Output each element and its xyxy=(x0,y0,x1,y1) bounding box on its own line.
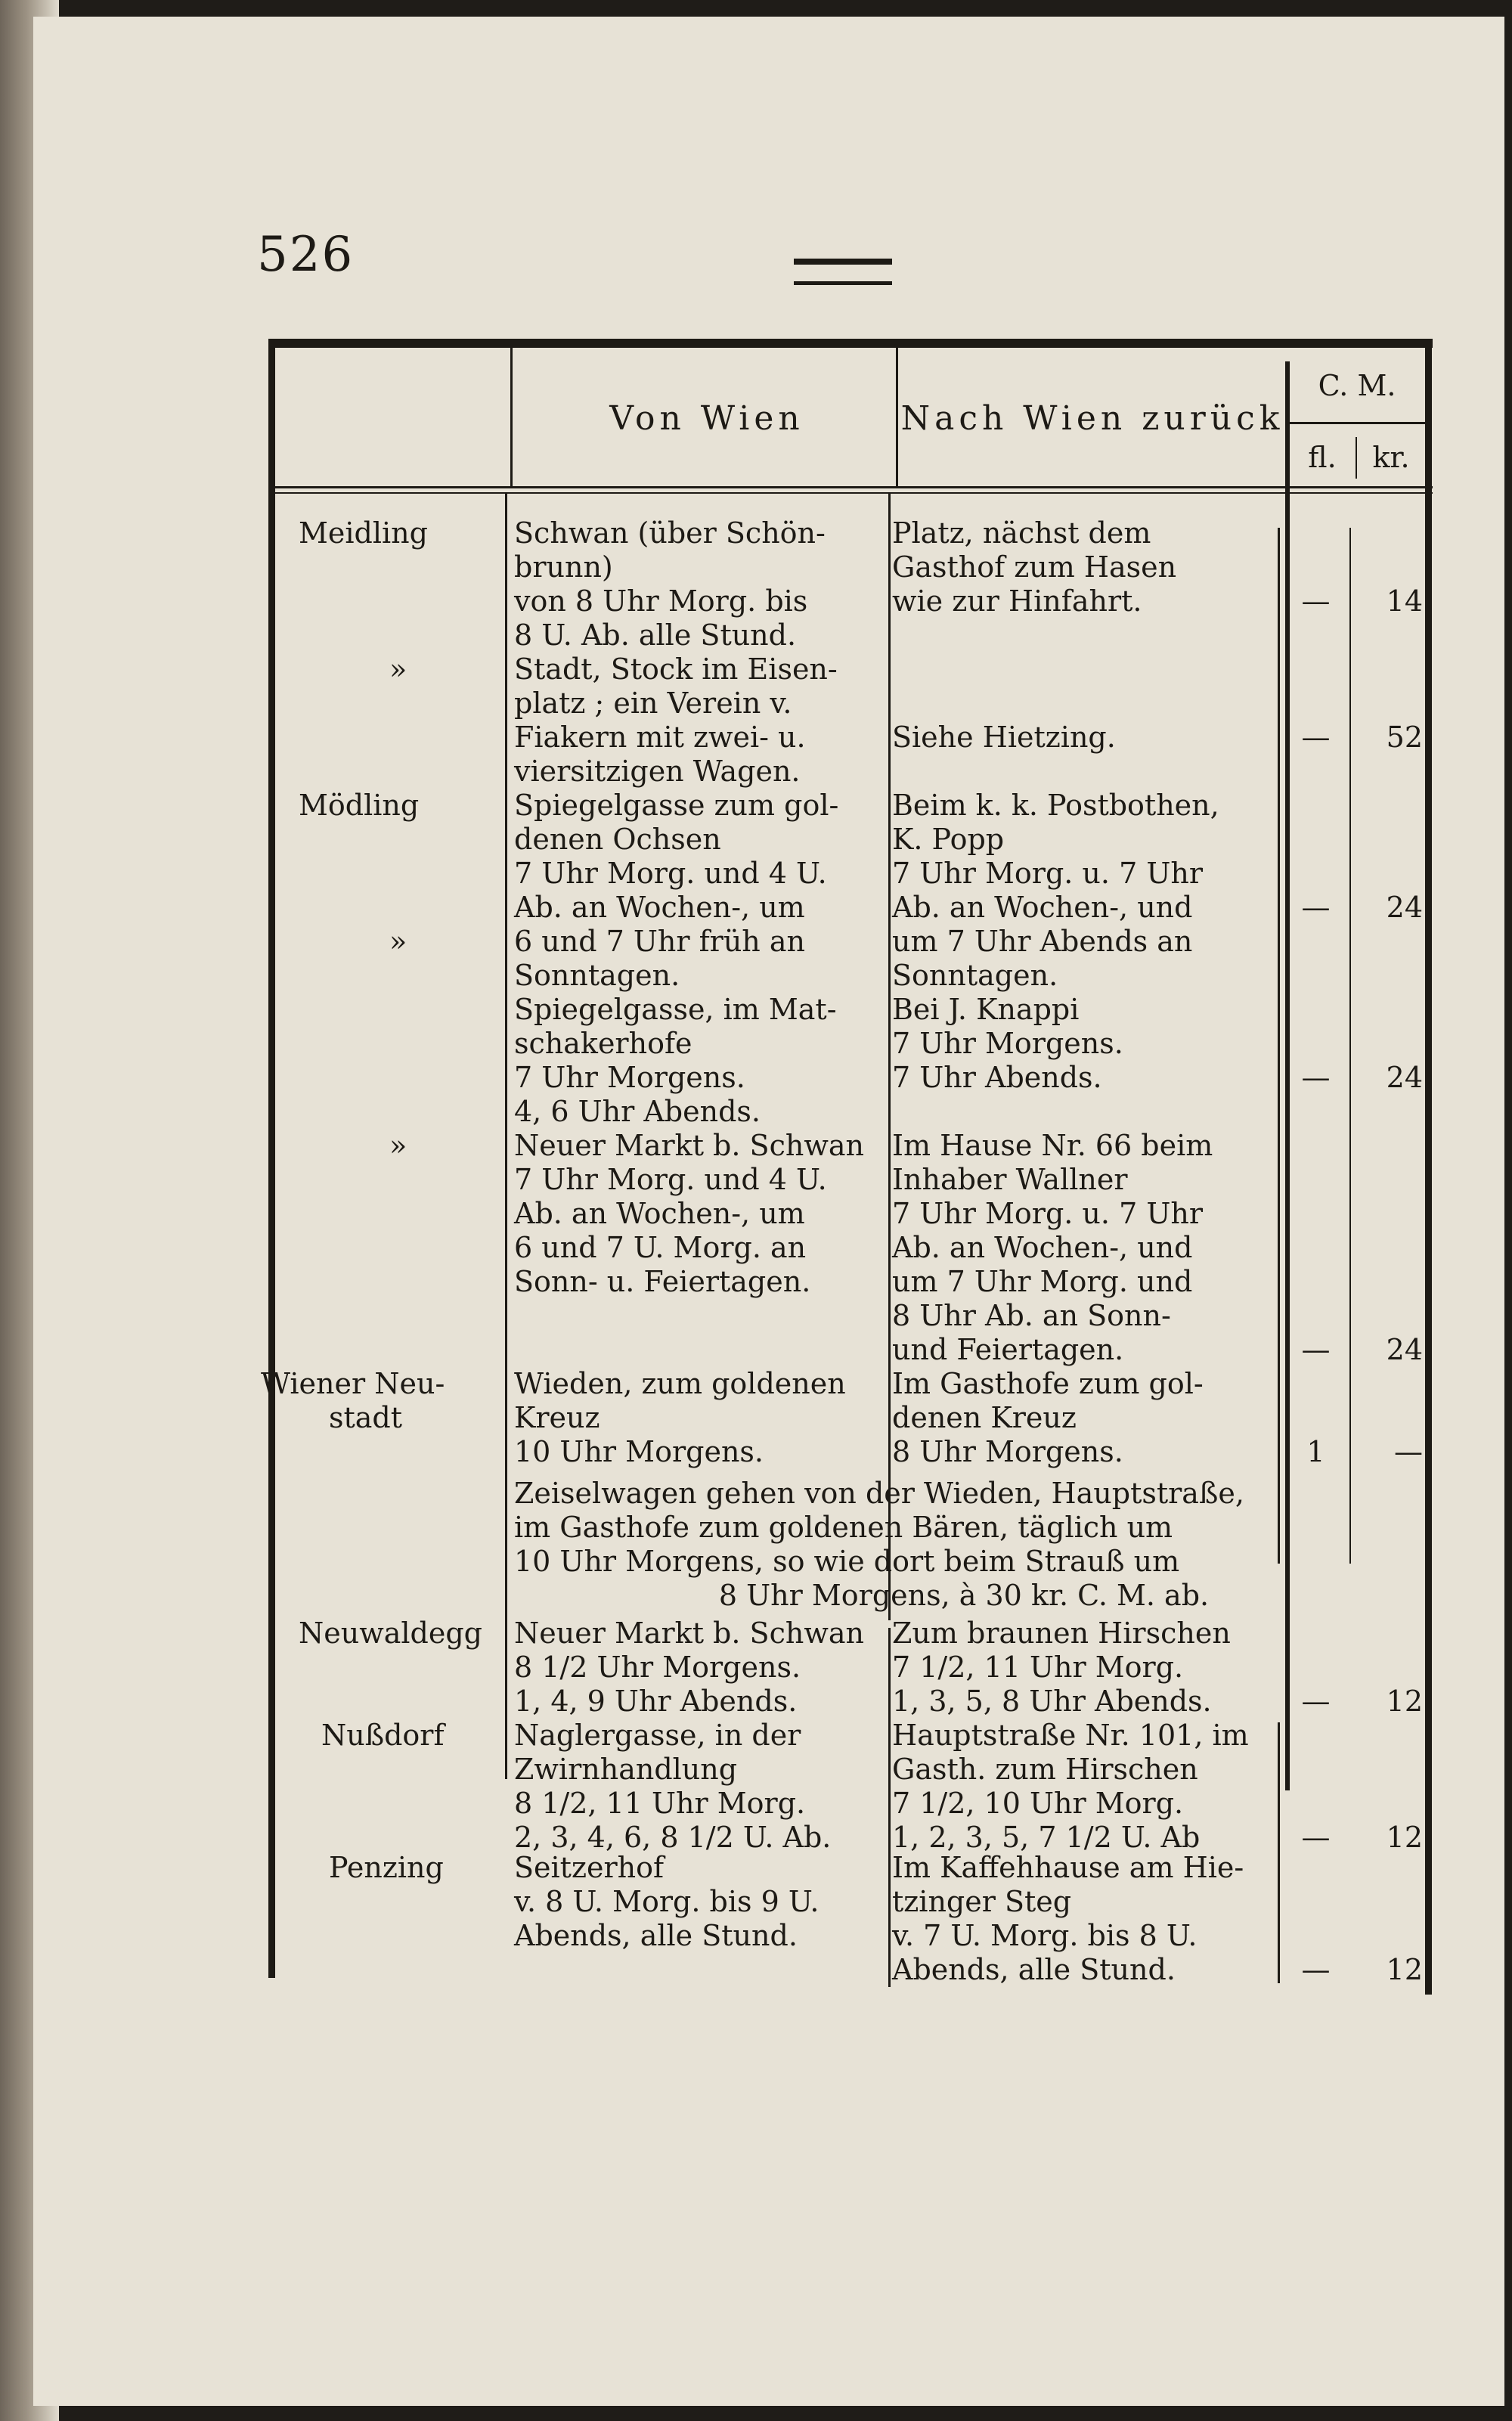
departure-info: Schwan (über Schön- brunn) von 8 Uhr Morg. bis 8 U. Ab. alle Stund. xyxy=(514,516,826,652)
price-kr: 52 xyxy=(1386,721,1423,754)
price-kr: 24 xyxy=(1386,891,1423,924)
price-kr: 12 xyxy=(1386,1953,1423,1986)
price-fl: — xyxy=(1301,1061,1331,1094)
header-ornament xyxy=(794,259,892,285)
departure-info: Spiegelgasse, im Mat- schakerhofe 7 Uhr Morgens. 4, 6 Uhr Abends. xyxy=(514,993,837,1128)
price-kr: — xyxy=(1394,1435,1423,1468)
return-info: Zum braunen Hirschen 7 1/2, 11 Uhr Morg. 1, 3, 5, 8 Uhr Abends. xyxy=(892,1617,1231,1718)
price-kr: 12 xyxy=(1386,1685,1423,1718)
header-to: Nach Wien zurück xyxy=(900,399,1284,438)
price-fl: — xyxy=(1301,1333,1331,1366)
place-name: Penzing xyxy=(329,1851,444,1884)
price-kr: 24 xyxy=(1386,1333,1423,1366)
header-rule-2 xyxy=(268,492,1433,494)
departure-info: Stadt, Stock im Eisen- platz ; ein Verein v. Fiakern mit zwei- u. viersitzigen Wagen. xyxy=(514,653,838,788)
return-info: Platz, nächst dem Gasthof zum Hasen wie zur Hinfahrt. xyxy=(892,516,1177,618)
price-fl: 1 xyxy=(1306,1435,1325,1468)
place-name: » xyxy=(389,1129,407,1162)
price-sub-rule xyxy=(1285,422,1425,424)
table-left-border xyxy=(268,339,275,1978)
price-fl: — xyxy=(1301,891,1331,924)
price-kr: 24 xyxy=(1386,1061,1423,1094)
header-from: Von Wien xyxy=(609,399,804,438)
header-price: C. M. xyxy=(1318,369,1396,402)
note-text: Zeiselwagen gehen von der Wieden, Hauptstraße, im Gasthofe zum goldenen Bären, täglich um 10 Uhr Morgens, so wie dort beim Strauß um 8 Uhr Morgens, à 30 kr. C. M. ab. xyxy=(514,1477,1244,1612)
departure-info: Naglergasse, in der Zwirnhandlung 8 1/2, 11 Uhr Morg. 2, 3, 4, 6, 8 1/2 U. Ab. xyxy=(514,1719,832,1854)
return-info: Im Kaffehhause am Hie- tzinger Steg v. 7 U. Morg. bis 8 U. Abends, alle Stund. xyxy=(892,1851,1244,1986)
price-fl: — xyxy=(1301,1821,1331,1854)
return-info: Beim k. k. Postbothen, K. Popp 7 Uhr Morg. u. 7 Uhr Ab. an Wochen-, und um 7 Uhr Abends an Sonntagen. xyxy=(892,789,1219,992)
place-name: » xyxy=(389,653,407,686)
departure-info: Seitzerhof v. 8 U. Morg. bis 9 U. Abends, alle Stund. xyxy=(514,1851,820,1952)
timetable xyxy=(261,339,1433,1987)
price-kr: 12 xyxy=(1386,1821,1423,1854)
place-name: Mödling xyxy=(299,789,420,822)
return-info: Im Hause Nr. 66 beim Inhaber Wallner 7 Uhr Morg. u. 7 Uhr Ab. an Wochen-, und um 7 Uhr Morg. und 8 Uhr Ab. an Sonn- und Feiertagen. xyxy=(892,1129,1213,1366)
price-fl: — xyxy=(1301,1685,1331,1718)
place-name: Neuwaldegg xyxy=(299,1617,483,1650)
place-name: Nußdorf xyxy=(321,1719,445,1752)
departure-info: Spiegelgasse zum gol- denen Ochsen 7 Uhr Morg. und 4 U. Ab. an Wochen-, um 6 und 7 Uhr früh an Sonntagen. xyxy=(514,789,839,992)
departure-info: Neuer Markt b. Schwan 8 1/2 Uhr Morgens. 1, 4, 9 Uhr Abends. xyxy=(514,1617,864,1718)
place-name: Wiener Neu- stadt xyxy=(261,1367,445,1434)
header-kr: kr. xyxy=(1372,441,1410,474)
departure-info: Wieden, zum goldenen Kreuz 10 Uhr Morgens. xyxy=(514,1367,846,1468)
return-info: Siehe Hietzing. xyxy=(892,721,1116,754)
price-kr: 14 xyxy=(1386,584,1423,618)
header-col-rule xyxy=(510,348,513,486)
return-info: Hauptstraße Nr. 101, im Gasth. zum Hirschen 7 1/2, 10 Uhr Morg. 1, 2, 3, 5, 7 1/2 U. Ab xyxy=(892,1719,1249,1854)
header-col-rule xyxy=(896,348,898,486)
price-fl: — xyxy=(1301,721,1331,754)
return-info: Bei J. Knappi 7 Uhr Morgens. 7 Uhr Abends. xyxy=(892,993,1123,1094)
return-info: Im Gasthofe zum gol- denen Kreuz 8 Uhr Morgens. xyxy=(892,1367,1204,1468)
price-fl: — xyxy=(1301,1953,1331,1986)
page-number: 526 xyxy=(257,227,355,283)
header-fl: fl. xyxy=(1308,441,1337,474)
header-rule xyxy=(268,486,1433,488)
place-name: Meidling xyxy=(299,516,428,550)
departure-info: Neuer Markt b. Schwan 7 Uhr Morg. und 4 U. Ab. an Wochen-, um 6 und 7 U. Morg. an Sonn- u. Feiertagen. xyxy=(514,1129,864,1298)
place-name: » xyxy=(389,925,407,958)
table-top-border xyxy=(268,339,1433,348)
price-fl: — xyxy=(1301,584,1331,618)
